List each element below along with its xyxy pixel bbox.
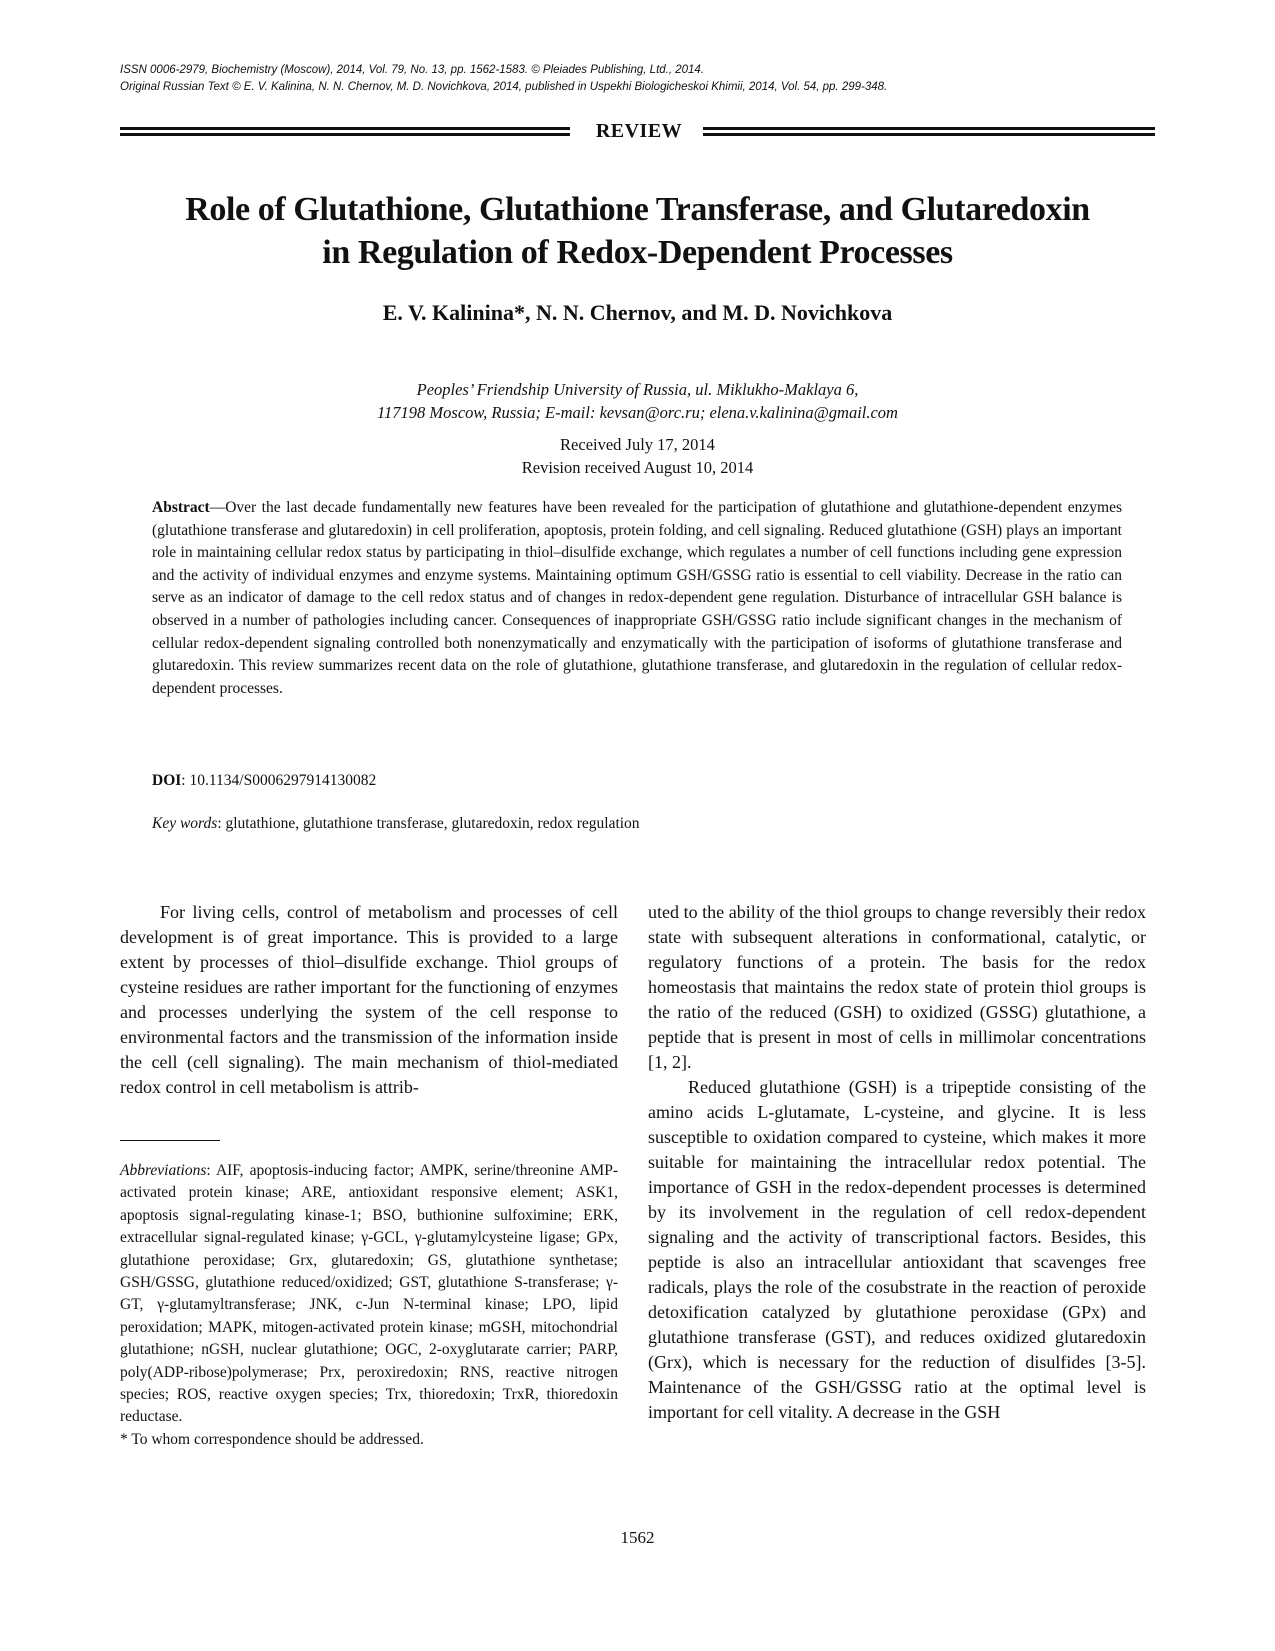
body-column-right: [648, 900, 1146, 1425]
body-paragraph: For living cells, control of metabolism and processes of cell development is of great importance. This is provided to a large extent by processes of thiol–disulfide exchange. Thiol groups of cysteine residues are rather important for the functioning of enzymes and processes underlying the system of the cell response to environmental factors and the transmission of the information inside the cell (cell signaling). The main mechanism of thiol-mediated redox control in cell metabolism is attrib-: [120, 902, 618, 1097]
abstract-text: —Over the last decade fundamentally new features have been revealed for the participation of glutathione and glutathione-dependent enzymes (glutathione transferase and glutaredoxin) in cell proliferation, apoptosis, protein folding, and cell signaling. Reduced glutathione (GSH) plays an important role in maintaining cellular redox status by participating in thiol–disulfide exchange, which regulates a number of cell functions including gene expression and the activity of individual enzymes and enzyme systems. Maintaining optimum GSH/GSSG ratio is essential to cell viability. Decrease in the ratio can serve as an indicator of damage to the cell redox status and of changes in redox-dependent gene regulation. Disturbance of intracellular GSH balance is observed in a number of pathologies including cancer. Consequences of inappropriate GSH/GSSG ratio include significant changes in the mechanism of cellular redox-dependent signaling controlled both nonenzymatically and enzymatically with the participation of isoforms of glutathione transferase and glutaredoxin. This review summarizes recent data on the role of glutathione, glutathione transferase, and glutaredoxin in the regulation of cellular redox-dependent processes.: [152, 499, 1122, 697]
keywords-value: : glutathione, glutathione transferase, glutaredoxin, redox regulation: [217, 815, 640, 832]
body-paragraph: Reduced glutathione (GSH) is a tripeptide consisting of the amino acids L-glutamate, L-cysteine, and glycine. It is less susceptible to oxidation compared to cysteine, which makes it more suitable for maintaining the intracellular redox potential. The importance of GSH in the redox-dependent processes is determined by its involvement in the regulation of cell redox-dependent signaling and the activity of transcriptional factors. Besides, this peptide is also an intracellular antioxidant that scavenges free radicals, plays the role of the cosubstrate in the reaction of peroxide detoxification catalyzed by glutathione peroxidase (GPx) and glutathione transferase (GST), and reduces oxidized glutaredoxin (Grx), which is necessary for the reduction of disulfides [3-5]. Maintenance of the GSH/GSSG ratio at the optimal level is important for cell vitality. A decrease in the GSH: [648, 1077, 1146, 1422]
keywords-label: Key words: [152, 815, 218, 832]
abbreviations-footnote: [120, 1160, 618, 1429]
section-label: REVIEW: [595, 120, 683, 142]
footnote-divider: [120, 1140, 220, 1141]
doi-value: : 10.1134/S0006297914130082: [181, 772, 377, 789]
banner-rule-left: [120, 127, 570, 136]
affiliation: [100, 378, 1175, 424]
footnotes: [120, 1160, 618, 1451]
body-column-left: [120, 900, 618, 1100]
doi: [152, 772, 376, 790]
affiliation-line-1: Peoples’ Friendship University of Russia, ul. Miklukho-Maklaya 6,: [416, 380, 859, 399]
title-line-2: in Regulation of Redox-Dependent Processes: [322, 234, 953, 271]
abstract: [152, 497, 1122, 700]
abbreviations-text: : AIF, apoptosis-inducing factor; AMPK, serine/threonine AMP-activated protein kinase; ARE, antioxidant responsive element; ASK1, apoptosis signal-regulating kinase-1; BSO, buthionine sulfoximine; ERK, extracellular signal-regulated kinase; γ-GCL, γ-glutamylcysteine ligase; GPx, glutathione peroxidase; Grx, glutaredoxin; GS, glutathione synthetase; GSH/GSSG, glutathione reduced/oxidized; GST, glutathione S-transferase; γ-GT, γ-glutamyltransferase; JNK, c-Jun N-terminal kinase; LPO, lipid peroxidation; MAPK, mitogen-activated protein kinase; mGSH, mitochondrial glutathione; nGSH, nuclear glutathione; OGC, 2-oxyglutarate carrier; PARP, poly(ADP-ribose)polymerase; Prx, peroxiredoxin; RNS, reactive nitrogen species; ROS, reactive oxygen species; Trx, thioredoxin; TrxR, thioredoxin reductase.: [120, 1162, 618, 1426]
page-number: 1562: [620, 1528, 655, 1547]
revision-date: Revision received August 10, 2014: [521, 458, 754, 477]
doi-label: DOI: [152, 772, 182, 789]
affiliation-line-2: 117198 Moscow, Russia; E-mail: kevsan@orc.ru; elena.v.kalinina@gmail.com: [377, 403, 898, 422]
correspondence-footnote: * To whom correspondence should be addressed.: [120, 1430, 424, 1448]
title-line-1: Role of Glutathione, Glutathione Transferase, and Glutaredoxin: [185, 191, 1090, 228]
original-text-line: Original Russian Text © E. V. Kalinina, N. N. Chernov, M. D. Novichkova, 2014, published in Uspekhi Biologicheskoi Khimii, 2014, Vol. 54, pp. 299-348.: [120, 81, 888, 93]
abbreviations-label: Abbreviations: [120, 1162, 207, 1179]
journal-citation-line: ISSN 0006-2979, Biochemistry (Moscow), 2014, Vol. 79, No. 13, pp. 1562-1583. © Pleiades Publishing, Ltd., 2014.: [120, 64, 705, 76]
received-date: Received July 17, 2014: [560, 435, 715, 454]
journal-header: [120, 62, 1160, 96]
section-banner: [120, 122, 1155, 146]
article-title: [100, 188, 1175, 274]
body-paragraph: uted to the ability of the thiol groups to change reversibly their redox state with subsequent alterations in conformational, catalytic, or regulatory functions of a protein. The basis for the redox homeostasis that maintains the redox state of protein thiol groups is the ratio of the reduced (GSH) to oxidized (GSSG) glutathione, a peptide that is present in most of cells in millimolar concentrations [1, 2].: [648, 902, 1146, 1072]
banner-rule-right: [703, 127, 1155, 136]
authors: E. V. Kalinina*, N. N. Chernov, and M. D. Novichkova: [382, 300, 893, 325]
keywords: [152, 815, 640, 833]
abstract-label: Abstract: [152, 499, 210, 516]
received-dates: [100, 433, 1175, 479]
